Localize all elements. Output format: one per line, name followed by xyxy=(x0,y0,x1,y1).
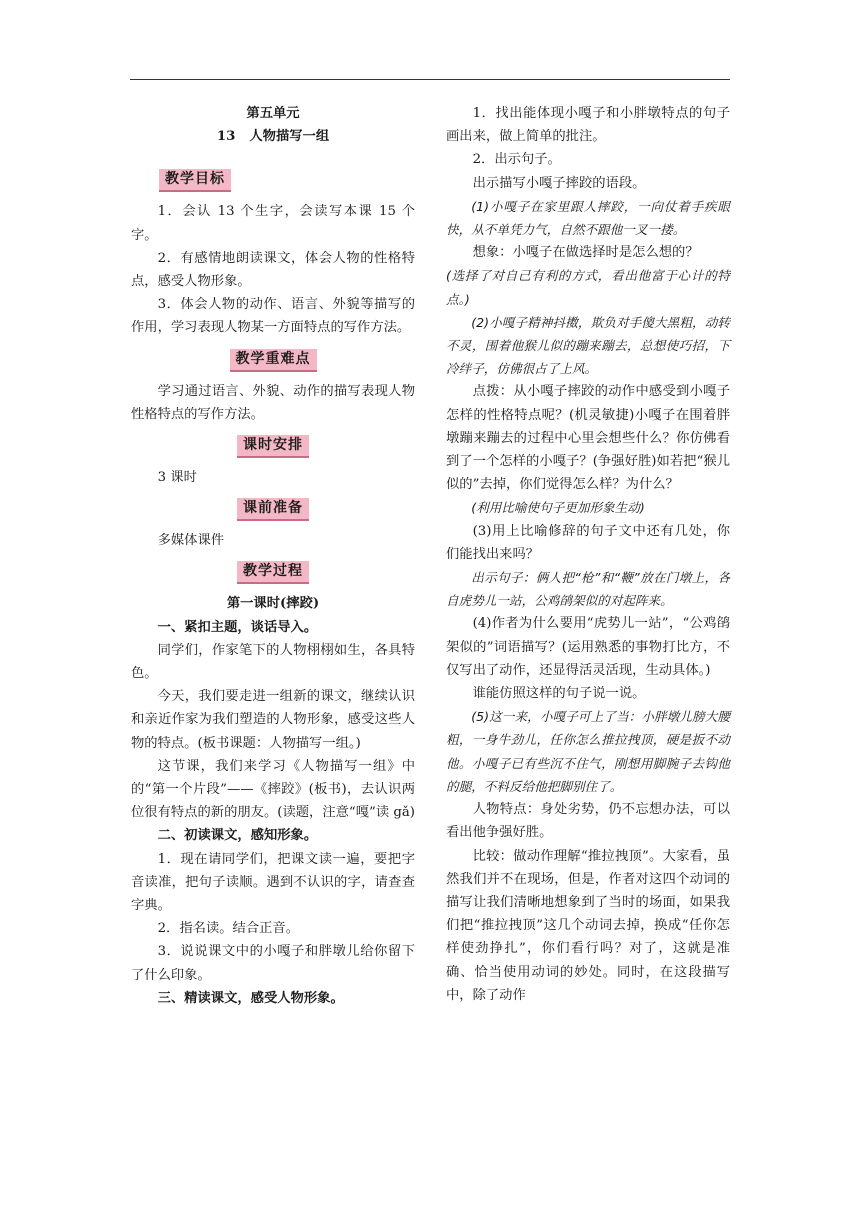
prep-heading-row xyxy=(131,497,415,521)
paragraph: 比较：做动作理解“推拉拽顶”。大家看，虽然我们并不在现场，但是，作者对这四个动词的描写让我们清晰地想象到了当时的场面，如果我们把“推拉拽顶”这几个动词去掉，换成“任你怎样使劲挣扎”，你们看行吗？对了，这就是准确、恰当使用动词的妙处。同时，在这段描写中，除了动作 xyxy=(446,848,730,1003)
lesson-number: 13 xyxy=(216,129,236,145)
paragraph: (3)用上比喻修辞的句子文中还有几处，你们能找出来吗？ xyxy=(446,523,730,562)
quoted-passage: (1)小嘎子在家里跟人摔跤，一向仗着手疾眼快，从不单凭力气，自然不跟他一叉一搂。 xyxy=(446,198,730,238)
key-tag: 教学重难点 xyxy=(230,349,317,372)
paragraph: 2．出示句子。 xyxy=(472,152,561,168)
paragraph: 同学们，作家笔下的人物栩栩如生，各具特色。 xyxy=(131,642,415,682)
paragraph: 点拨：从小嘎子摔跤的动作中感受到小嘎子怎样的性格特点呢？(机灵敏捷)小嘎子在围着胖墩蹦来蹦去的过程中心里会想些什么？你仿佛看到了一个怎样的小嘎子？(争强好胜)如若把“猴儿似的”去掉，你们觉得怎么样？为什么？ xyxy=(446,384,730,493)
paragraph: 3．说说课文中的小嘎子和胖墩儿给你留下了什么印象。 xyxy=(131,944,415,983)
paragraph: 谁能仿照这样的句子说一说。 xyxy=(472,686,646,702)
right-column xyxy=(446,102,730,1007)
prep-tag: 课前准备 xyxy=(237,498,309,521)
paragraph: (4)作者为什么要用“虎势儿一站”，“公鸡鹐架似的”词语描写？(运用熟悉的事物打比方，不仅写出了动作，还显得活灵活现，生动具体。) xyxy=(446,616,730,678)
paragraph: 出示描写小嘎子摔跤的语段。 xyxy=(472,175,646,191)
header-rule xyxy=(130,79,730,80)
quoted-passage: (2)小嘎子精神抖擞，欺负对手傻大黑粗，动转不灵，围着他猴儿似的蹦来蹦去，总想使巧招，下冷绊子，仿佛很占了上风。 xyxy=(446,314,730,377)
goal-item: 1．会认 13 个生字，会读写本课 15 个字。 xyxy=(131,204,415,243)
time-heading-row xyxy=(131,434,415,458)
section-heading: 三、精读课文，感受人物形象。 xyxy=(157,990,344,1006)
paragraph: 人物特点：身处劣势，仍不忘想办法，可以看出他争强好胜。 xyxy=(446,802,730,841)
left-column xyxy=(131,102,415,1010)
goal-item: 3．体会人物的动作、语言、外貌等描写的作用，学习表现人物某一方面特点的写作方法。 xyxy=(131,297,415,336)
lesson1-heading: 第一课时(摔跤) xyxy=(226,596,320,612)
paragraph: 1．找出能体现小嘎子和小胖墩特点的句子画出来，做上简单的批注。 xyxy=(446,106,730,145)
goal-item: 2．有感情地朗读课文，体会人物的性格特点，感受人物形象。 xyxy=(131,250,415,290)
unit-title: 第五单元 xyxy=(246,106,300,121)
time-text: 3 课时 xyxy=(157,470,197,486)
annotation: (选择了对自己有利的方式，看出他富于心计的特点。) xyxy=(446,268,730,307)
quoted-passage: 出示句子：俩人把“枪”和“鞭”放在门墩上，各自虎势儿一站，公鸡鹐架似的对起阵来。 xyxy=(446,570,730,609)
paragraph: 今天，我们要走进一组新的课文，继续认识和亲近作家为我们塑造的人物形象，感受这些人物的特点。(板书课题：人物描写一组。) xyxy=(131,689,415,751)
paragraph: 想象：小嘎子在做选择时是怎么想的？ xyxy=(472,245,699,261)
quoted-passage: (5)这一来，小嘎子可上了当：小胖墩儿膀大腰粗，一身牛劲儿，任你怎么推拉拽顶，硬是扳不动他。小嘎子已有些沉不住气，刚想用脚腕子去钩他的腿，不料反给他把脚别住了。 xyxy=(446,709,730,794)
lesson-name: 人物描写一组 xyxy=(249,129,330,145)
time-tag: 课时安排 xyxy=(237,435,309,458)
paragraph: 这节课，我们来学习《人物描写一组》中的“第一个片段”——《摔跤》(板书)，去认识两位很有特点的新的朋友。(读题，注意“嘎”读 gǎ) xyxy=(131,758,415,821)
paragraph: 2．指名读。结合正音。 xyxy=(157,921,300,937)
lesson-title xyxy=(131,125,415,148)
paragraph: 1．现在请同学们，把课文读一遍，要把字音读准，把句子读顺。遇到不认识的字，请查查字典。 xyxy=(131,851,415,914)
key-text: 学习通过语言、外貌、动作的描写表现人物性格特点的写作方法。 xyxy=(131,383,415,422)
process-tag: 教学过程 xyxy=(237,561,309,584)
annotation: (利用比喻使句子更加形象生动) xyxy=(471,500,645,516)
process-heading-row xyxy=(131,560,415,584)
prep-text: 多媒体课件 xyxy=(157,533,225,549)
key-heading-row xyxy=(131,348,415,372)
goals-tag: 教学目标 xyxy=(159,169,231,192)
section-heading: 二、初读课文，感知形象。 xyxy=(157,828,318,844)
goals-heading-row xyxy=(131,168,415,192)
section-heading: 一、紧扣主题，谈话导入。 xyxy=(157,619,318,635)
